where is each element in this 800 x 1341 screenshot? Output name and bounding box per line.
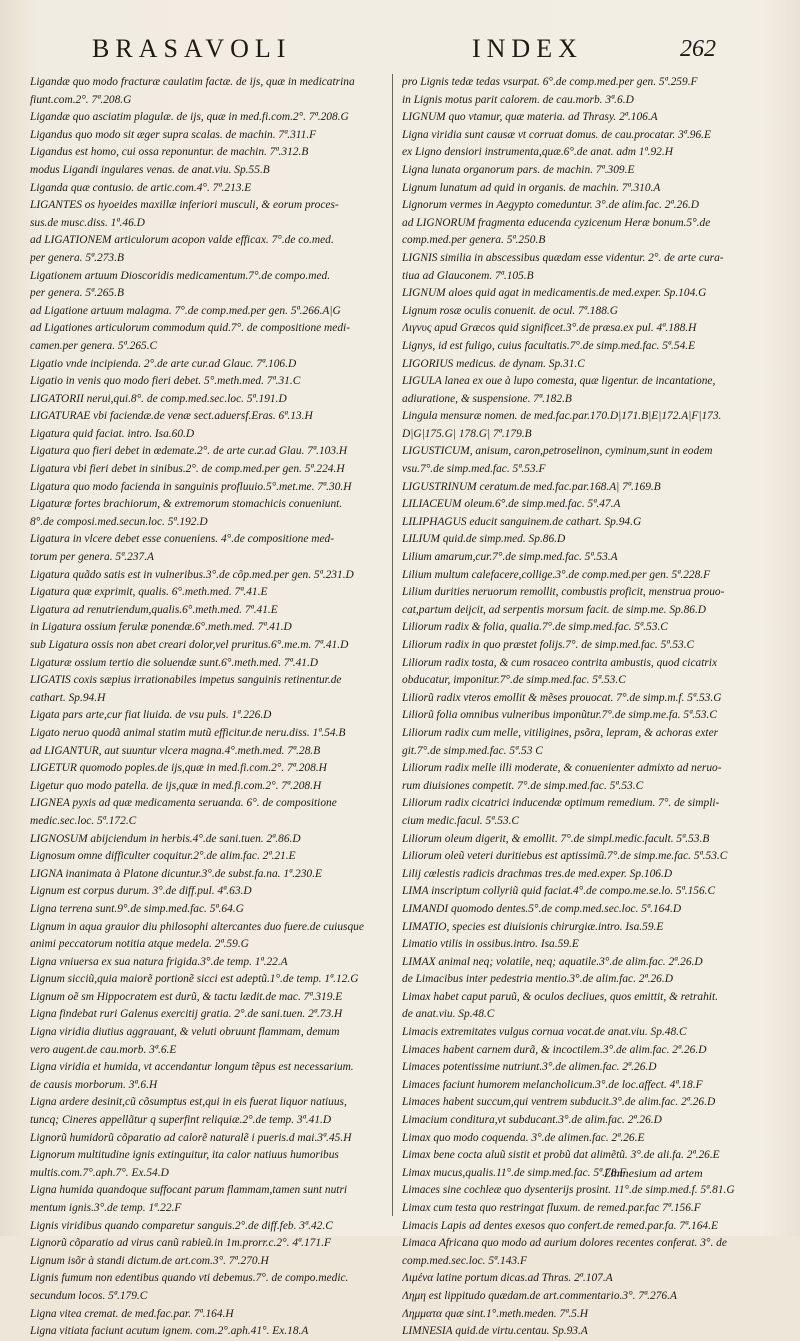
index-entry: Limacis Lapis ad dentes exesos quo confert.de remed.par.fa. 7ª.164.E: [402, 1219, 718, 1232]
index-entry: Lignum sicciũ,quia maiorẽ portionẽ sicci est adeptũ.1°.de temp. 1ª.12.G: [30, 973, 359, 986]
index-entry: Ligatura vbi fieri debet in sinibus.2°. de comp.med.per gen. 5ª.224.H: [30, 463, 345, 476]
index-entry: sus.de musc.diss. 1ª.46.D: [30, 216, 145, 229]
index-entry: LIGORIUS medicus. de dynam. Sp.31.C: [402, 357, 585, 370]
index-entry: animi peccatorum notitia atque medela. 2ª.59.G: [30, 938, 249, 951]
page-header: [20, 34, 780, 74]
index-entry: LIGULA lanea ex oue à lupo comesta, quæ ligentur. de incantatione,: [402, 375, 716, 388]
index-entry: D|G|175.G| 178.G| 7ª.179.B: [402, 427, 532, 440]
index-entry: cat,partum deijcit, ad serpentis morsum facit. de simp.me. Sp.86.D: [402, 603, 707, 616]
index-entry: LIGETUR quomodo poples.de ijs,quæ in med.fi.com.2°. 7ª.208.H: [30, 762, 327, 775]
index-entry: LIGATIS coxis sæpius irrationabiles impetus sanguinis retinentur.de: [30, 674, 342, 687]
index-entry: Ligna vitiata faciunt acutum ignem. com.2°.aph.41°. Ex.18.A: [30, 1325, 309, 1338]
index-entry: per genera. 5ª.265.B: [30, 287, 124, 300]
index-entry: Ligatura quo fieri debet in œdemate.2°. de arte cur.ad Glau. 7ª.103.H: [30, 445, 348, 458]
index-entry: Liganda quæ contusio. de artic.com.4°. 7ª.213.E: [30, 181, 252, 194]
index-entry: cium medic.facul. 5ª.53.C: [402, 814, 520, 827]
index-entry: LIGATORII nerui,qui.8°. de comp.med.sec.loc. 5ª.191.D: [30, 392, 287, 405]
index-entry: ad Ligationes articulorum commodum quid.7°. de compositione medi-: [30, 322, 350, 335]
index-entry: Liliorũ radix vteros emollit & mẽses prouocat. 7°.de simp.m.f. 5ª.53.G: [402, 691, 722, 704]
index-entry: Lilium multum calefacere,collige.3°.de comp.med.per gen. 5ª.228.F: [402, 568, 711, 581]
index-entry: Ligatura quo modo facienda in sanguinis profluuio.5°.met.me. 7ª.30.H: [30, 480, 352, 493]
index-entry: Lignosum omne difficulter coquitur.2°.de alim.fac. 2ª.21.E: [30, 850, 296, 863]
index-entry: LIGNA inanimata à Platone dicuntur.3°.de subst.fa.na. 1ª.230.E: [30, 867, 322, 880]
index-entry: Ligna viridia sunt causæ vt corruat domus. de cau.procatar. 3ª.96.E: [402, 128, 711, 141]
index-entry: Ligna viridia et humida, vt accendantur longum tẽpus est necessarium.: [30, 1061, 354, 1074]
index-entry: Ligna lunata organorum pars. de machin. 7ª.309.E: [402, 163, 635, 176]
left-column: [30, 74, 384, 1341]
index-entry: fiunt.com.2°. 7ª.208.G: [30, 93, 132, 106]
index-entry: Ligandus quo modo sit æger supra scalas. de machin. 7ª.311.F: [30, 128, 317, 141]
index-entry: Ligata pars arte,cur fiat liuida. de vsu puls. 1ª.226.D: [30, 709, 272, 722]
index-entry: Ligandus est homo, cui ossa reponuntur. de machin. 7ª.312.B: [30, 146, 309, 159]
index-entry: in Lignis motus parit calorem. de cau.morb. 3ª.6.D: [402, 93, 634, 106]
index-entry: Ligna vitea cremat. de med.fac.par. 7ª.164.H: [30, 1307, 234, 1320]
index-entry: LIGNUM quo vtamur, quæ materia. ad Thrasy. 2ª.106.A: [402, 111, 658, 124]
index-entry: LIGNUM aloes quid agat in medicamentis.de med.exper. Sp.104.G: [402, 287, 707, 300]
index-entry: medic.sec.loc. 5ª.172.C: [30, 814, 137, 827]
column-divider: [392, 74, 393, 1216]
index-entry: ad LIGATIONEM articulorum acopon valde efficax. 7°.de co.med.: [30, 234, 334, 247]
index-entry: mentum ignis.3°.de temp. 1ª.22.F: [30, 1202, 182, 1214]
index-entry: Ligna viridia diutius aggrauant, & veluti obruunt flammam, demum: [30, 1026, 340, 1039]
index-entry: Ligaturæ ossium tertio die soluendæ sunt.6°.meth.med. 7ª.41.D: [30, 656, 319, 669]
index-entry: 8°.de composi.med.secun.loc. 5ª.192.D: [30, 515, 208, 528]
index-entry: Ligna humida quandoque suffocant parum flammam,tamen sunt nutri: [30, 1184, 348, 1197]
index-entry: LIGATURAE vbi faciendæ.de venæ sect.aduersf.Eras. 6ª.13.H: [30, 410, 313, 423]
index-entry: Λιμένα latine portum dicas.ad Thras. 2ª.107.A: [402, 1272, 613, 1285]
index-entry: Limaces faciunt humorem melancholicum.3°.de loc.affect. 4ª.18.F: [402, 1078, 703, 1091]
index-entry: Limax cum testa quo restringat fluxum. de remed.par.fac 7ª.156.F: [402, 1202, 701, 1214]
index-entry: obducatur, imponitur.7°.de simp.med.fac. 5ª.53.C: [402, 674, 626, 687]
index-entry: Ligandæ quo asciatim plagulæ. de ijs, quæ in med.fi.com.2°. 7ª.208.G: [30, 111, 349, 124]
index-entry: tuncq; Cineres appellãtur q superfint reliquiæ.2°.de temp. 3ª.41.D: [30, 1114, 332, 1127]
index-entry: Lignum isõr à standi dictum.de art.com.3°. 7ª.270.H: [30, 1254, 269, 1267]
index-entry: Limatio vtilis in ossibus.intro. Isa.59.E: [402, 938, 579, 951]
index-entry: Ligatura quæ exprimit, qualis. 6°.meth.med. 7ª.41.E: [30, 586, 268, 599]
index-entry: LILIPHAGUS educit sanguinem.de cathart. Sp.94.G: [402, 515, 642, 528]
index-entry: Ligna findebat ruri Galenus exercitij gratia. 2°.de sani.tuen. 2ª.73.H: [30, 1008, 343, 1021]
index-entry: LIMANDI quomodo dentes.5°.de comp.med.sec.loc. 5ª.164.D: [402, 902, 682, 915]
index-entry: Limaces habent succum,qui ventrem subducit.3°.de alim.fac. 2ª.26.D: [402, 1096, 716, 1109]
index-columns: [30, 74, 776, 1338]
index-entry: Limaces habent carnem durã, & incoctilem.3°.de alim.fac. 2ª.26.D: [402, 1043, 707, 1056]
index-entry: LIGANTES os hyoeides maxillæ inferiori musculi, & eorum proces-: [30, 199, 339, 212]
index-entry: Λημματα quæ sint.1°.meth.meden. 7ª.5.H: [402, 1307, 588, 1320]
index-entry: Liliorum oleum digerit, & emollit. 7°.de simpl.medic.facult. 5ª.53.B: [402, 832, 710, 845]
index-entry: Lignum lunatum ad quid in organis. de machin. 7ª.310.A: [402, 181, 661, 194]
index-entry: Ligatura quãdo satis est in vulneribus.3°.de cõp.med.per gen. 5ª.231.D: [30, 568, 354, 581]
index-entry: multis.com.7°.aph.7°. Ex.54.D: [30, 1166, 169, 1179]
index-entry: Ligatio vnde incipienda. 2°.de arte cur.ad Glauc. 7ª.106.D: [30, 357, 297, 370]
index-entry: Lilij cœlestis radicis drachmas tres.de med.exper. Sp.106.D: [402, 867, 673, 880]
index-entry: Lingula mensuræ nomen. de med.fac.par.170.D|171.B|E|172.A|F|173.: [402, 410, 722, 423]
index-entry: Ligetur quo modo patella. de ijs,quæ in med.fi.com.2°. 7ª.208.H: [30, 779, 322, 792]
index-entry: LIGUSTICUM, anisum, caron,petroselinon, cyminum,sunt in eodem: [402, 445, 713, 458]
index-entry: Ligatura ad renutriendum,qualis.6°.meth.med. 7ª.41.E: [30, 603, 278, 616]
index-entry: secundum locos. 5ª.179.C: [30, 1289, 148, 1302]
running-head-title: INDEX: [472, 34, 583, 63]
index-entry: git.7°.de simp.med.fac. 5ª.53 C: [402, 744, 543, 757]
index-entry: LIGNIS similia in abscessibus quædam esse videntur. 2°. de arte cura-: [402, 251, 724, 264]
index-entry: Liliorum radix cicatrici inducendæ optimum remedium. 7°. de simpli-: [402, 797, 720, 810]
index-entry: Limacis extremitates vulgus cornua vocat.de anat.viu. Sp.48.C: [402, 1026, 687, 1039]
index-entry: Lilium durities neruorum remollit, combustis proficit, menstrua prouo-: [402, 586, 725, 599]
index-entry: Lilium amarum,cur.7°.de simp.med.fac. 5ª.53.A: [402, 551, 618, 564]
index-entry: Liliorũ folia omnibus vulneribus imponũtur.7°.de simp.me.fa. 5ª.53.C: [402, 709, 717, 722]
index-entry: LIMNESIA quid.de virtu.centau. Sp.93.A: [402, 1325, 588, 1338]
index-entry: de causis morborum. 3ª.6.H: [30, 1078, 158, 1091]
index-entry: vero augent.de cau.morb. 3ª.6.E: [30, 1043, 177, 1056]
index-entry: Limaca Africana quo modo ad aurium dolores recentes conferat. 3°. de: [402, 1237, 727, 1250]
index-entry: torum per genera. 5ª.237.A: [30, 551, 154, 564]
index-entry: Lignum est corpus durum. 3°.de diff.pul. 4ª.63.D: [30, 885, 252, 898]
index-entry: de anat.viu. Sp.48.C: [402, 1008, 495, 1021]
index-entry: Lignum rosæ oculis conuenit. de ocul. 7ª.188.G: [402, 304, 618, 317]
index-entry: ex Ligno densiori instrumenta,quæ.6°.de anat. adm 1ª.92.H: [402, 146, 673, 159]
index-entry: Lignorum multitudine ignis extinguitur, ita calor natiuus humoribus: [30, 1149, 339, 1162]
index-entry: Ligna terrena sunt.9°.de simp.med.fac. 5ª.64.G: [30, 902, 244, 915]
index-entry: LIGUSTRINUM ceratum.de med.fac.par.168.A| 7ª.169.B: [402, 480, 661, 493]
index-entry: comp.med.sec.loc. 5ª.143.F: [402, 1254, 527, 1267]
catchword: Limnesium ad artem: [604, 1166, 703, 1180]
index-entry: Liliorum radix in quo præstet folijs.7°. de simp.med.fac. 5ª.53.C: [402, 639, 695, 651]
index-entry: Liliorum oleũ veteri duritiebus est aptissimũ.7°.de simp.me.fac. 5ª.53.C: [402, 850, 728, 863]
index-entry: vsu.7°.de simp.med.fac. 5ª.53.F: [402, 463, 546, 476]
index-entry: Ligna vniuersa ex sua natura frigida.3°.de temp. 1ª.22.A: [30, 955, 288, 968]
index-entry: LIMAX animal neq; volatile, neq; aquatile.3°.de alim.fac. 2ª.26.D: [402, 955, 703, 968]
index-entry: LIMATIO, species est diuisionis chirurgiæ.intro. Isa.59.E: [402, 920, 664, 933]
index-entry: Ligatura in vlcere debet esse conueniens. 4°.de compositione med-: [30, 533, 335, 546]
index-entry: cathart. Sp.94.H: [30, 691, 106, 704]
index-entry: Λημη est lippitudo quædam.de art.commentario.3°. 7ª.276.A: [402, 1289, 677, 1302]
index-entry: de Limacibus inter pedestria mentio.3°.de alim.fac. 2ª.26.D: [402, 973, 673, 986]
index-entry: ad Ligatione artuum malagma. 7°.de comp.med.per gen. 5ª.266.A|G: [30, 304, 341, 317]
index-entry: Limax bene cocta aluũ sistit et probũ dat alimẽtũ. 3°.de ali.fa. 2ª.26.E: [402, 1149, 720, 1162]
index-entry: Ligationem artuum Dioscoridis medicamentum.7°.de compo.med.: [30, 269, 331, 282]
index-entry: Lignorũ humidorũ cõparatio ad calorẽ naturalẽ i pueris.d mai.3ª.45.H: [30, 1131, 352, 1144]
index-entry: comp.med.per genera. 5ª.250.B: [402, 234, 546, 247]
index-entry: rum diuisiones competit. 7°.de simp.med.fac. 5ª.53.C: [402, 779, 644, 792]
index-entry: tiua ad Glauconem. 7ª.105.B: [402, 269, 534, 282]
index-entry: Lignum oẽ sm Hippocratem est durũ, & tactu lædit.de mac. 7ª.319.E: [30, 990, 343, 1003]
index-entry: sub Ligatura ossis non abet creari dolor,vel pruritus.6°.me.m. 7ª.41.D: [30, 639, 349, 651]
index-entry: Ligato neruo quodã animal statim mutũ efficitur.de neru.diss. 1ª.54.B: [30, 726, 346, 739]
index-entry: Limax habet caput paruũ, & oculos decliues, quos emittit, & retrahit.: [402, 990, 718, 1003]
page-number: 262: [680, 36, 716, 62]
index-entry: Liliorum radix melle illi moderate, & conuenienter admixto ad neruo-: [402, 762, 722, 775]
index-entry: LIGNEA pyxis ad quæ medicamenta seruanda. 6°. de compositione: [30, 797, 337, 810]
right-column: [402, 74, 748, 1341]
index-entry: LIMA inscriptum collyriũ quid faciat.4°.de compo.me.se.lo. 5ª.156.C: [402, 885, 716, 898]
index-entry: in Ligatura ossium ferulæ ponendæ.6°.meth.med. 7ª.41.D: [30, 621, 292, 634]
index-entry: Limaces sine cochleæ quo dysenterijs prosint. 11°.de simp.med.f. 5ª.81.G: [402, 1184, 735, 1197]
index-entry: Ligna ardere desinit,cũ cõsumptus est,qui in eis fuerat liquor natiuus,: [30, 1096, 347, 1109]
index-entry: modus Ligandi ingulares venas. de anat.viu. Sp.55.B: [30, 163, 270, 176]
index-entry: ad LIGANTUR, aut suuntur vlcera magna.4°.meth.med. 7ª.28.B: [30, 744, 321, 757]
index-entry: Limax mucus,qualis.11°.de simp.med.fac. 5ª.78.F: [402, 1166, 627, 1179]
index-entry: per genera. 5ª.273.B: [30, 251, 124, 264]
index-entry: LIGNOSUM abijciendum in herbis.4°.de sani.tuen. 2ª.86.D: [30, 832, 301, 845]
index-entry: Λιγνυς apud Græcos quid significet.3°.de præsa.ex pul. 4ª.188.H: [402, 322, 697, 335]
index-entry: Limax quo modo coquenda. 3°.de alimen.fac. 2ª.26.E: [402, 1131, 645, 1144]
index-entry: Liliorum radix cum melle, vitiligines, psõra, lepram, & achoras exter: [402, 726, 719, 739]
index-entry: Lignis viridibus quando comparetur sanguis.2°.de diff.feb. 3ª.42.C: [30, 1219, 333, 1232]
index-entry: Ligatura quid faciat. intro. Isa.60.D: [30, 427, 195, 440]
index-entry: Ligatio in venis quo modo fieri debet. 5°.meth.med. 7ª.31.C: [30, 375, 301, 388]
index-entry: Lignorum vermes in Aegypto comeduntur. 3°.de alim.fac. 2ª.26.D: [402, 199, 699, 212]
index-entry: LILIUM quid.de simp.med. Sp.86.D: [402, 533, 566, 546]
index-entry: Ligaturæ fortes brachiorum, & extremorum stomachicis conueniunt.: [30, 498, 343, 511]
index-entry: Liliorum radix & folia, qualia.7°.de simp.med.fac. 5ª.53.C: [402, 621, 668, 634]
index-entry: camen.per genera. 5ª.265.C: [30, 339, 158, 352]
index-entry: Limacium conditura,vt subducant.3°.de alim.fac. 2ª.26.D: [402, 1114, 662, 1127]
index-entry: Lignis fumum non edentibus quando vti debemus.7°. de compo.medic.: [30, 1272, 349, 1285]
index-entry: Lignum in aqua grauior diu philosophi altercantes duo fuere.de cuiusque: [30, 920, 364, 933]
running-head-author: BRASAVOLI: [92, 34, 292, 63]
index-entry: Lignys, id est fuligo, cuius facultatis.7°.de simp.med.fac. 5ª.54.E: [402, 339, 696, 352]
index-entry: Liliorum radix tosta, & cum rosaceo contrita ambustis, quod cicatrix: [402, 656, 718, 669]
index-entry: Ligandæ quo modo fracturæ caulatim factæ. de ijs, quæ in medicatrina: [30, 76, 355, 88]
index-entry: adiuratione, & suspensione. 7ª.182.B: [402, 392, 572, 405]
index-entry: LILIACEUM oleum.6°.de simp.med.fac. 5ª.47.A: [402, 498, 621, 511]
index-entry: Lignorũ cõparatio ad virus canũ rabieũ.in 1m.prorr.c.2°. 4ª.171.F: [30, 1237, 331, 1250]
index-entry: Limaces potentissime nutriunt.3°.de alimen.fac. 2ª.26.D: [402, 1061, 657, 1074]
index-entry: pro Lignis tedæ tedas vsurpat. 6°.de comp.med.per gen. 5ª.259.F: [402, 76, 698, 88]
index-entry: ad LIGNORUM fragmenta educenda cyzicenum Heræ bonum.5°.de: [402, 216, 711, 229]
